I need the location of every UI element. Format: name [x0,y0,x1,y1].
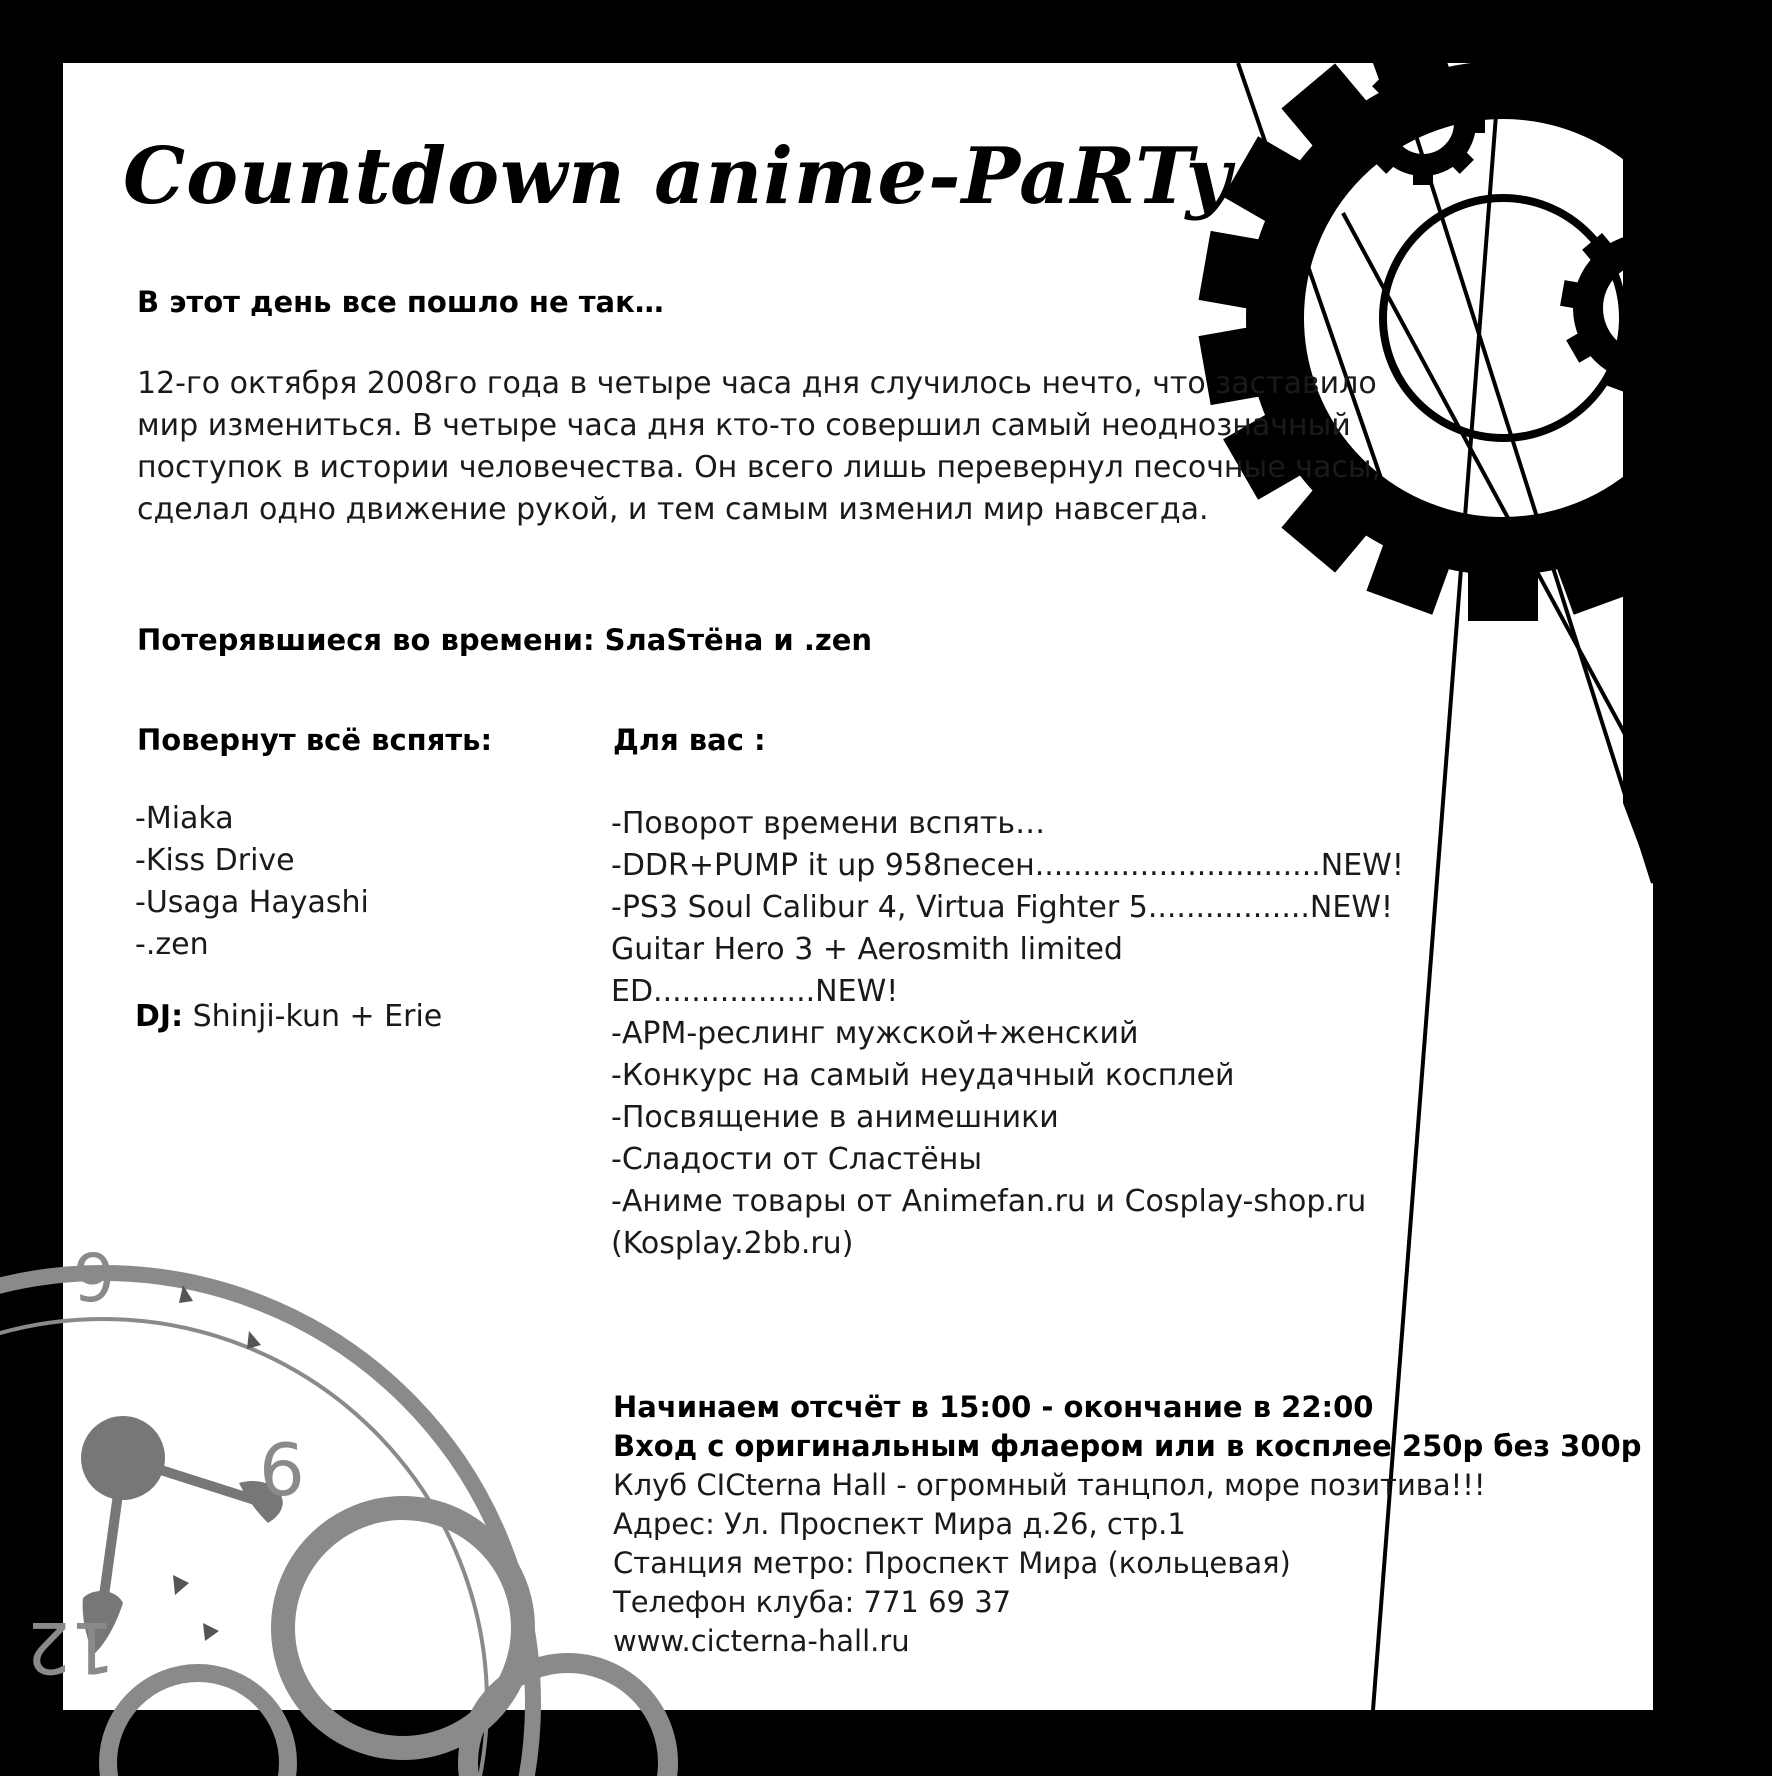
flyer-subtitle: В этот день все пошло не так… [137,285,664,319]
list-item: -Аниме товары от Animefan.ru и Cosplay-shop.ru (Kosplay.2bb.ru) [611,1184,1367,1261]
list-item: -Miaka [135,801,234,836]
club-phone: Телефон клуба: 771 69 37 [613,1585,1012,1619]
clock-numeral-12: 12 [25,1606,115,1688]
list-item: -PS3 Soul Calibur 4, Virtua Fighter 5.................NEW! [611,890,1394,925]
list-item: -Посвящение в анимешники [611,1100,1059,1135]
performers-heading: Повернут всё вспять: [137,723,493,757]
list-item: -Сладости от Сластёны [611,1142,983,1177]
clock-numeral-6: 6 [259,1428,305,1512]
list-item: -Kiss Drive [135,843,295,878]
intro-paragraph: 12-го октября 2008го года в четыре часа дня случилось нечто, что заставило мир измениться. В четыре часа дня кто-то совершил самый неоднозначный поступок в истории человечества. Он всего лишь перевернул песочные часы, сделал одно движение рукой, и тем самым изменил мир навсегда. [137,366,1382,527]
list-item: -АРМ-реслинг мужской+женский [611,1016,1139,1051]
club-address: Адрес: Ул. Проспект Мира д.26, стр.1 [613,1507,1186,1541]
club-description: Клуб CICterna Hall - огромный танцпол, море позитива!!! [613,1468,1486,1502]
program-list [611,803,1491,1265]
event-info [613,1388,1641,1661]
list-item: -DDR+PUMP it up 958песен..............................NEW! [611,848,1404,883]
list-item: -.zen [135,927,209,962]
list-item: -Конкурс на самый неудачный косплей [611,1058,1235,1093]
dj-label: DJ: [135,999,184,1034]
dj-line [135,996,442,1038]
metro-station: Станция метро: Проспект Мира (кольцевая) [613,1546,1291,1580]
entry-price: Вход с оригинальным флаером или в косплее 250р без 300р [613,1429,1642,1463]
clock-icon [0,1240,668,1776]
club-website[interactable]: www.cicterna-hall.ru [613,1624,910,1658]
list-item: Guitar Hero 3 + Aerosmith limited ED.................NEW! [611,932,1123,1009]
performers-list [135,798,442,1038]
event-time: Начинаем отсчёт в 15:00 - окончание в 22:00 [613,1390,1374,1424]
program-heading: Для вас : [613,723,766,757]
clock-numeral-9: 9 [73,1240,115,1317]
dj-value: Shinji-kun + Erie [183,999,443,1034]
flyer-paper [25,63,1711,1710]
flyer-title: Countdown anime-PaRTy [123,131,1232,222]
list-item: -Usaga Hayashi [135,885,369,920]
list-item: -Поворот времени вспять… [611,806,1046,841]
lost-in-time: Потерявшиеся во времени: SлaSтёна и .zen [137,623,873,657]
